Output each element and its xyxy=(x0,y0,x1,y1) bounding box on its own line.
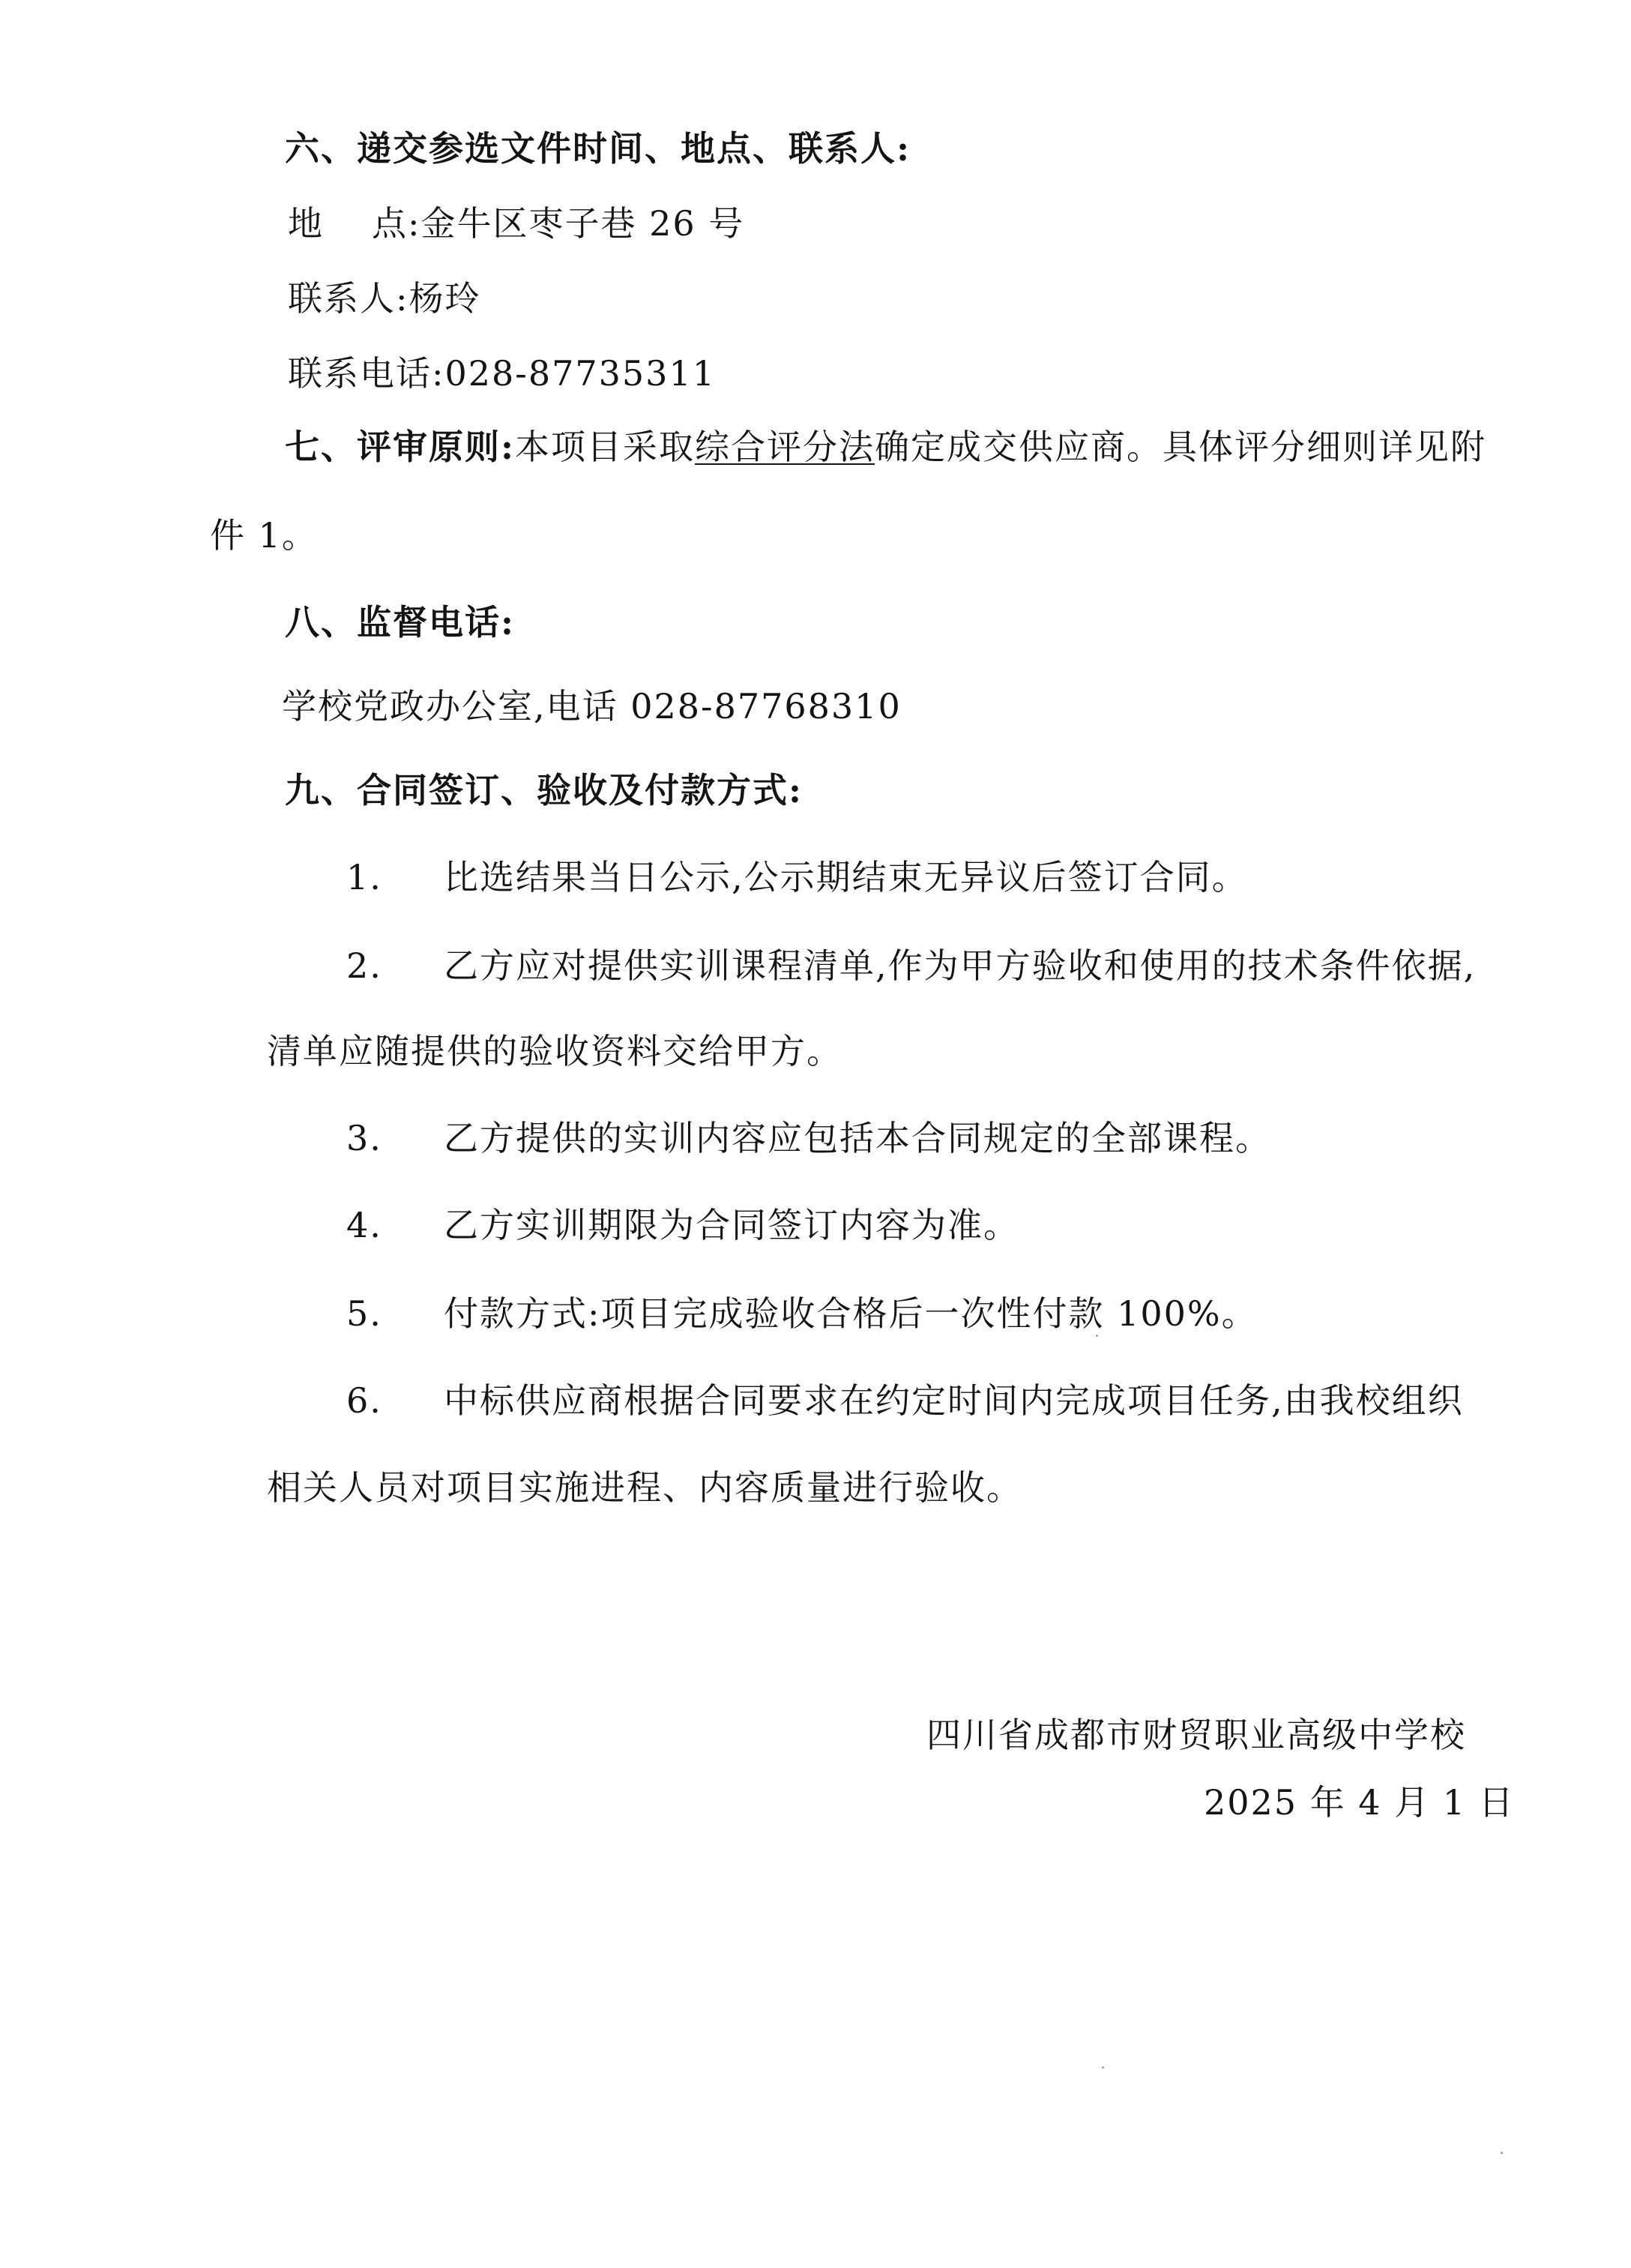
list-item xyxy=(346,943,1476,988)
phone-label: 联系电话: xyxy=(288,353,445,394)
section8-heading: 八、监督电话: xyxy=(285,602,515,643)
list-item-number: 2. xyxy=(346,945,382,986)
list-item-continuation: 相关人员对项目实施进程、内容质量进行验收。 xyxy=(267,1467,1022,1508)
signature-organization: 四川省成都市财贸职业高级中学校 xyxy=(926,1715,1466,1755)
location-line xyxy=(288,201,744,246)
section7-heading: 七、评审原则: xyxy=(285,427,515,467)
location-value: 金牛区枣子巷 26 号 xyxy=(420,203,745,244)
evaluation-method: 综合评分法 xyxy=(694,427,875,467)
list-item-text: 乙方提供的实训内容应包括本合同规定的全部课程。 xyxy=(444,1118,1271,1158)
scan-speck xyxy=(1501,2152,1503,2154)
contact-line xyxy=(288,276,481,321)
list-item-number: 4. xyxy=(346,1205,382,1245)
section8-text: 学校党政办公室,电话 028-87768310 xyxy=(282,686,902,727)
section7-continuation: 件 1。 xyxy=(210,515,318,556)
contact-value: 杨玲 xyxy=(408,278,481,319)
list-item-text: 乙方实训期限为合同签订内容为准。 xyxy=(444,1205,1019,1245)
signature-date: 2025 年 4 月 1 日 xyxy=(1204,1782,1515,1823)
section6-heading: 六、递交参选文件时间、地点、联系人: xyxy=(285,128,911,169)
location-label-2: 点: xyxy=(372,203,421,244)
contact-label: 联系人: xyxy=(288,278,409,319)
section9-heading: 九、合同签订、验收及付款方式: xyxy=(285,770,803,810)
list-item-text: 中标供应商根据合同要求在约定时间内完成项目任务,由我校组织 xyxy=(444,1380,1464,1421)
section7-text-after: 确定成交供应商。具体评分细则详见附 xyxy=(874,427,1486,467)
list-item-number: 1. xyxy=(346,857,382,897)
section7-text-before: 本项目采取 xyxy=(514,427,695,467)
list-item xyxy=(346,1116,1271,1161)
list-item-text: 乙方应对提供实训课程清单,作为甲方验收和使用的技术条件依据, xyxy=(444,945,1477,986)
section7-line xyxy=(285,424,1486,469)
phone-line xyxy=(288,351,716,396)
list-item-number: 5. xyxy=(346,1293,382,1334)
list-item-continuation: 清单应随提供的验收资料交给甲方。 xyxy=(267,1031,842,1071)
list-item xyxy=(346,855,1248,900)
list-item-text: 比选结果当日公示,公示期结束无异议后签订合同。 xyxy=(444,857,1248,897)
location-label: 地 xyxy=(288,203,324,244)
list-item-text: 付款方式:项目完成验收合格后一次性付款 100%。 xyxy=(444,1293,1258,1334)
list-item xyxy=(346,1291,1258,1336)
list-item xyxy=(346,1378,1464,1423)
list-item-number: 6. xyxy=(346,1380,382,1421)
scan-speck xyxy=(1102,2066,1104,2069)
list-item-number: 3. xyxy=(346,1118,382,1158)
phone-value: 028-87735311 xyxy=(444,353,716,394)
scan-speck xyxy=(1096,1335,1098,1337)
list-item xyxy=(346,1203,1019,1248)
